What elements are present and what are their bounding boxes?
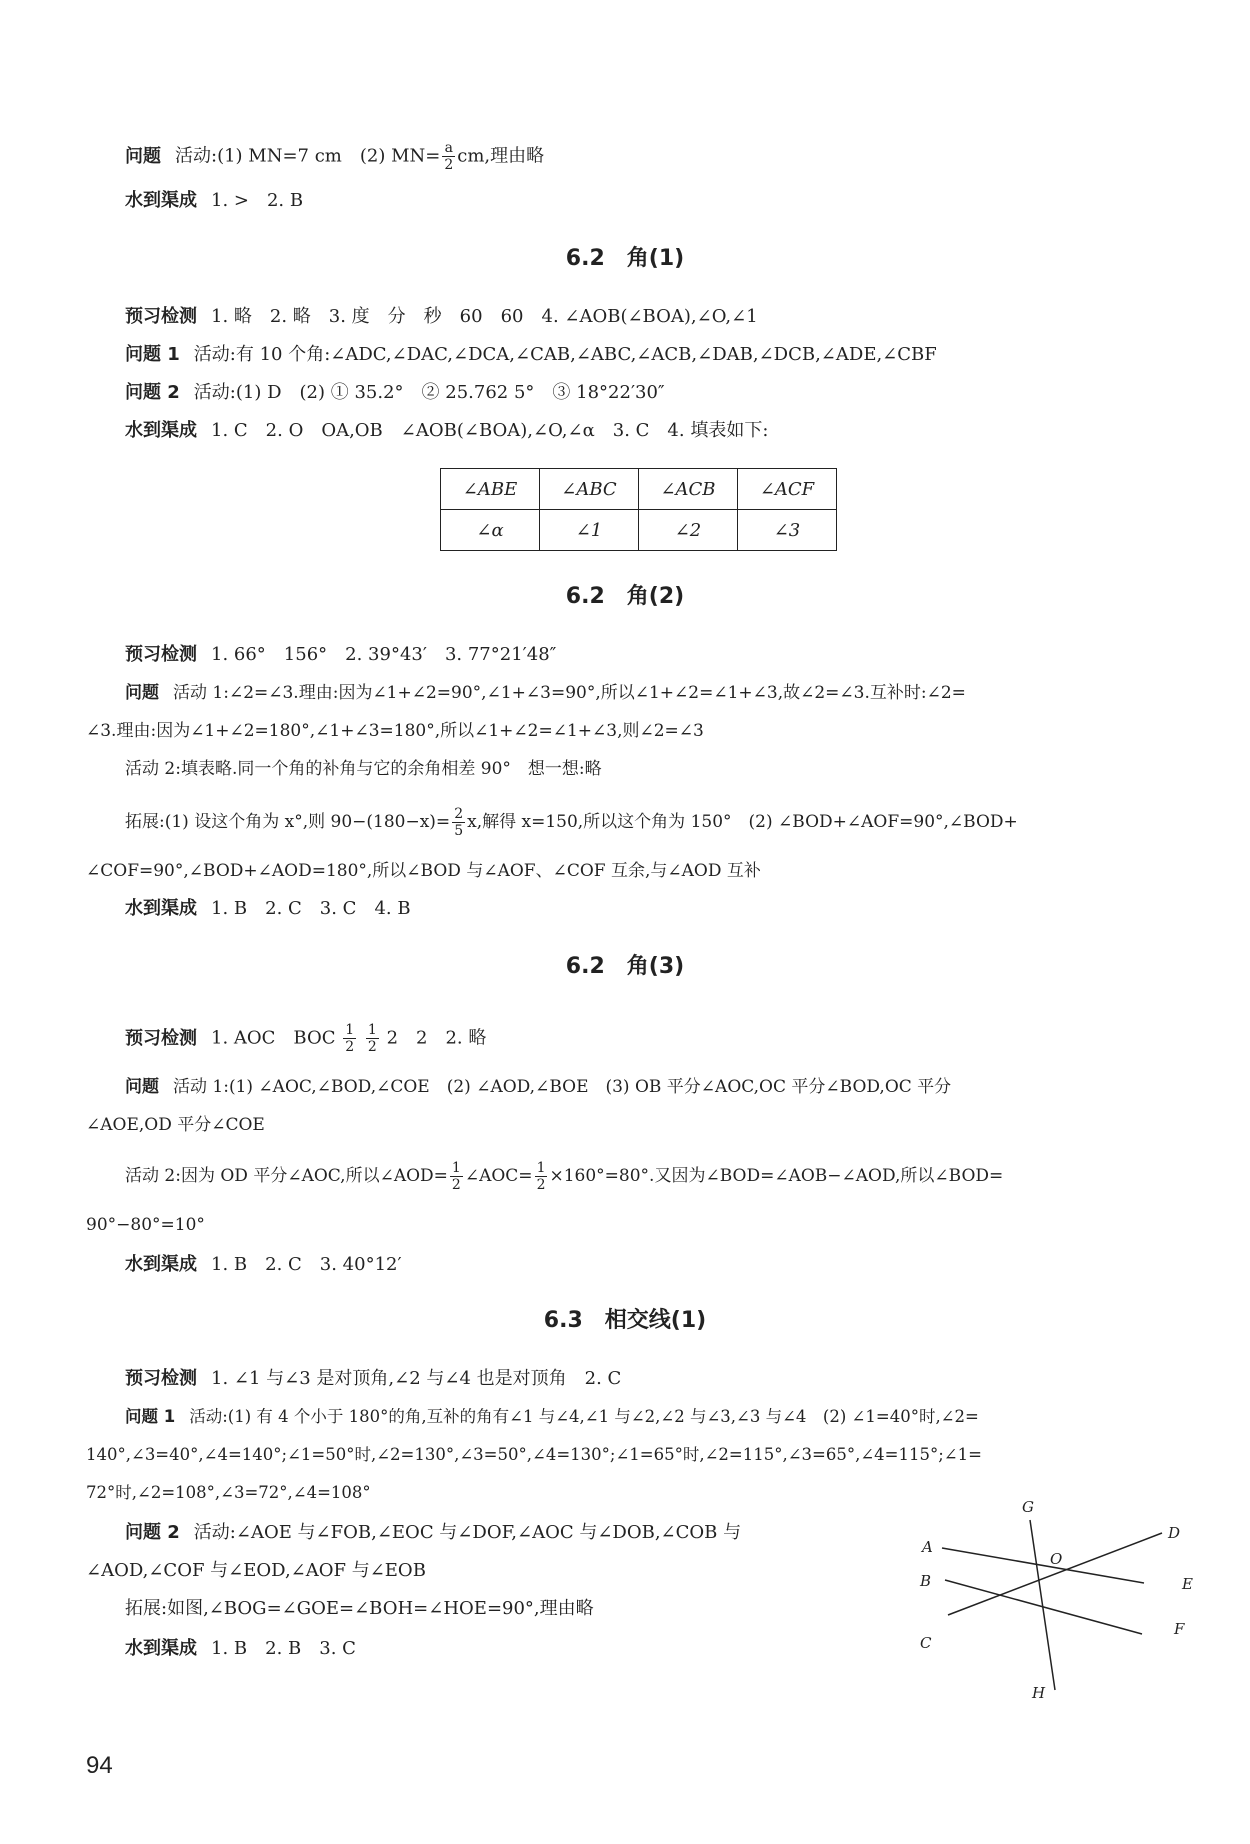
s4-wenti2-line2: ∠AOD,∠COF 与∠EOD,∠AOF 与∠EOB: [86, 1560, 426, 1581]
s1-yuxi-line: [125, 304, 758, 330]
s4-wenti1-text1: 活动:(1) 有 4 个小于 180°的角,互补的角有∠1 与∠4,∠1 与∠2,∠2 与∠3,∠3 与∠4 (2) ∠1=40°时,∠2=: [189, 1407, 979, 1426]
s1-sdqc-text: 1. C 2. O OA,OB ∠AOB(∠BOA),∠O,∠α 3. C 4. 填表如下:: [211, 420, 769, 441]
s2-sdqc-text: 1. B 2. C 3. C 4. B: [211, 898, 411, 919]
s3-huodong2-text-c: ×160°=80°.又因为∠BOD=∠AOB−∠AOD,所以∠BOD=: [549, 1166, 1004, 1186]
frac-numerator: 1: [451, 1160, 461, 1176]
frac-denominator: 5: [454, 823, 464, 839]
s4-yuxi-text: 1. ∠1 与∠3 是对顶角,∠2 与∠4 也是对顶角 2. C: [211, 1368, 622, 1389]
s3-sdqc-label: 水到渠成: [125, 1254, 197, 1275]
angle-table: [440, 468, 837, 551]
s1-wenti1-line: [125, 342, 937, 368]
s4-wenti2-label: 问题 2: [125, 1522, 180, 1543]
s3-sdqc-line: [125, 1252, 402, 1278]
frac-numerator: 1: [345, 1022, 355, 1038]
sdqc-text: 1. > 2. B: [211, 190, 304, 211]
s2-sdqc-line: [125, 896, 411, 922]
sdqc-line: [125, 188, 303, 214]
section-heading-6-3-1: 6.3 相交线(1): [543, 1308, 707, 1333]
s2-sdqc-label: 水到渠成: [125, 898, 197, 919]
s4-sdqc-text: 1. B 2. B 3. C: [211, 1638, 356, 1659]
figure-label: C: [920, 1634, 932, 1652]
table-cell: ∠ACF: [738, 469, 837, 510]
fraction-half: [366, 1022, 379, 1055]
wenti-line: [125, 140, 544, 173]
s2-tuozhan-text-a: 拓展:(1) 设这个角为 x°,则 90−(180−x)=: [125, 812, 451, 832]
table-cell: ∠3: [738, 510, 837, 551]
frac-denominator: 2: [536, 1177, 546, 1193]
s3-wenti-line1: [125, 1074, 951, 1100]
s1-yuxi-label: 预习检测: [125, 306, 197, 327]
s2-wenti-label: 问题: [125, 683, 159, 703]
s2-tuozhan-line2: ∠COF=90°,∠BOD+∠AOD=180°,所以∠BOD 与∠AOF、∠COF 互余,与∠AOD 互补: [86, 861, 761, 881]
s3-huodong2-text-a: 活动 2:因为 OD 平分∠AOC,所以∠AOD=: [125, 1166, 448, 1186]
s2-wenti-line1: [125, 680, 966, 706]
frac-numerator: 2: [454, 806, 464, 822]
line-ae: [942, 1548, 1144, 1583]
s2-yuxi-text: 1. 66° 156° 2. 39°43′ 3. 77°21′48″: [211, 644, 557, 665]
s4-sdqc-label: 水到渠成: [125, 1638, 197, 1659]
s4-wenti2-line1: [125, 1520, 741, 1546]
frac-numerator: a: [442, 140, 455, 157]
line-cd: [948, 1533, 1162, 1615]
fraction-half: [343, 1022, 356, 1055]
s4-wenti2-text1: 活动:∠AOE 与∠FOB,∠EOC 与∠DOF,∠AOC 与∠DOB,∠COB 与: [193, 1522, 742, 1543]
s3-huodong2-line1: [125, 1160, 1003, 1193]
table-cell: ∠1: [540, 510, 639, 551]
s4-sdqc-line: [125, 1636, 356, 1662]
fraction-a-over-2: [442, 140, 455, 173]
s1-wenti2-line: [125, 380, 665, 406]
page-number: 94: [86, 1752, 113, 1779]
s4-wenti1-label: 问题 1: [125, 1407, 176, 1426]
wenti-label: 问题: [125, 145, 161, 167]
s1-wenti1-text: 活动:有 10 个角:∠ADC,∠DAC,∠DCA,∠CAB,∠ABC,∠ACB,∠DAB,∠DCB,∠ADE,∠CBF: [193, 344, 937, 365]
frac-numerator: 1: [536, 1160, 546, 1176]
s3-wenti-label: 问题: [125, 1077, 159, 1097]
section-heading-6-2-2: 6.2 角(2): [565, 584, 685, 609]
s3-wenti-text1: 活动 1:(1) ∠AOC,∠BOD,∠COE (2) ∠AOD,∠BOE (3) OB 平分∠AOC,OC 平分∠BOD,OC 平分: [173, 1077, 952, 1097]
wenti-text-b: cm,理由略: [457, 145, 545, 167]
table-cell: ∠ACB: [639, 469, 738, 510]
frac-denominator: 2: [345, 1039, 355, 1055]
s3-yuxi-text-a: 1. AOC BOC: [211, 1027, 336, 1049]
frac-denominator: 2: [451, 1177, 461, 1193]
s1-wenti2-label: 问题 2: [125, 382, 180, 403]
s3-yuxi-label: 预习检测: [125, 1027, 197, 1049]
s4-wenti1-line3: 72°时,∠2=108°,∠3=72°,∠4=108°: [86, 1483, 371, 1502]
s1-sdqc-line: [125, 418, 768, 444]
figure-label: G: [1022, 1500, 1034, 1516]
s4-yuxi-line: [125, 1366, 621, 1392]
line-bf: [945, 1580, 1142, 1634]
s2-tuozhan-line1: [125, 806, 1018, 839]
table-cell: ∠ABE: [441, 469, 540, 510]
s4-tuozhan-line: 拓展:如图,∠BOG=∠GOE=∠BOH=∠HOE=90°,理由略: [125, 1598, 594, 1619]
s2-yuxi-line: [125, 642, 556, 668]
s4-yuxi-label: 预习检测: [125, 1368, 197, 1389]
figure-label: F: [1174, 1620, 1185, 1638]
fraction-2-over-5: [452, 806, 465, 839]
sdqc-label: 水到渠成: [125, 190, 197, 211]
section-heading-6-2-1: 6.2 角(1): [565, 246, 685, 271]
figure-label: A: [922, 1538, 933, 1556]
s1-wenti1-label: 问题 1: [125, 344, 180, 365]
figure-label: O: [1050, 1550, 1063, 1568]
s3-sdqc-text: 1. B 2. C 3. 40°12′: [211, 1254, 402, 1275]
frac-denominator: 2: [367, 1039, 377, 1055]
s2-wenti-line2: ∠3.理由:因为∠1+∠2=180°,∠1+∠3=180°,所以∠1+∠2=∠1+∠3,则∠2=∠3: [86, 721, 704, 741]
figure-label: E: [1182, 1575, 1193, 1593]
s2-yuxi-label: 预习检测: [125, 644, 197, 665]
s3-yuxi-text-b: 2 2 2. 略: [386, 1027, 487, 1049]
table-row: [441, 469, 837, 510]
s2-huodong2-line: 活动 2:填表略.同一个角的补角与它的余角相差 90° 想一想:略: [125, 759, 602, 779]
figure-label: D: [1168, 1524, 1181, 1542]
s2-tuozhan-text-b: x,解得 x=150,所以这个角为 150° (2) ∠BOD+∠AOF=90°,∠BOD+: [467, 812, 1018, 832]
fraction-half: [450, 1160, 463, 1193]
figure-label: B: [920, 1572, 932, 1590]
s2-wenti-text1: 活动 1:∠2=∠3.理由:因为∠1+∠2=90°,∠1+∠3=90°,所以∠1+∠2=∠1+∠3,故∠2=∠3.互补时:∠2=: [173, 683, 966, 703]
frac-numerator: 1: [367, 1022, 377, 1038]
table-cell: ∠α: [441, 510, 540, 551]
s3-wenti-line2: ∠AOE,OD 平分∠COE: [86, 1115, 265, 1135]
figure-label: H: [1032, 1684, 1046, 1700]
s4-wenti1-line2: 140°,∠3=40°,∠4=140°;∠1=50°时,∠2=130°,∠3=50°,∠4=130°;∠1=65°时,∠2=115°,∠3=65°,∠4=115°;∠1=: [86, 1445, 982, 1464]
wenti-text-a: 活动:(1) MN=7 cm (2) MN=: [175, 145, 441, 167]
s1-yuxi-text: 1. 略 2. 略 3. 度 分 秒 60 60 4. ∠AOB(∠BOA),∠O,∠1: [211, 306, 758, 327]
s4-wenti1-line1: [125, 1404, 979, 1430]
fraction-half: [535, 1160, 548, 1193]
s1-sdqc-label: 水到渠成: [125, 420, 197, 441]
table-cell: ∠ABC: [540, 469, 639, 510]
intersecting-lines-figure: [900, 1500, 1220, 1700]
s3-huodong2-line2: 90°−80°=10°: [86, 1215, 205, 1235]
s3-yuxi-line: [125, 1022, 486, 1055]
s3-huodong2-text-b: ∠AOC=: [464, 1166, 533, 1186]
section-heading-6-2-3: 6.2 角(3): [565, 954, 685, 979]
frac-denominator: 2: [444, 157, 454, 173]
table-cell: ∠2: [639, 510, 738, 551]
s1-wenti2-text: 活动:(1) D (2) ① 35.2° ② 25.762 5° ③ 18°22′30″: [193, 382, 665, 403]
table-row: [441, 510, 837, 551]
